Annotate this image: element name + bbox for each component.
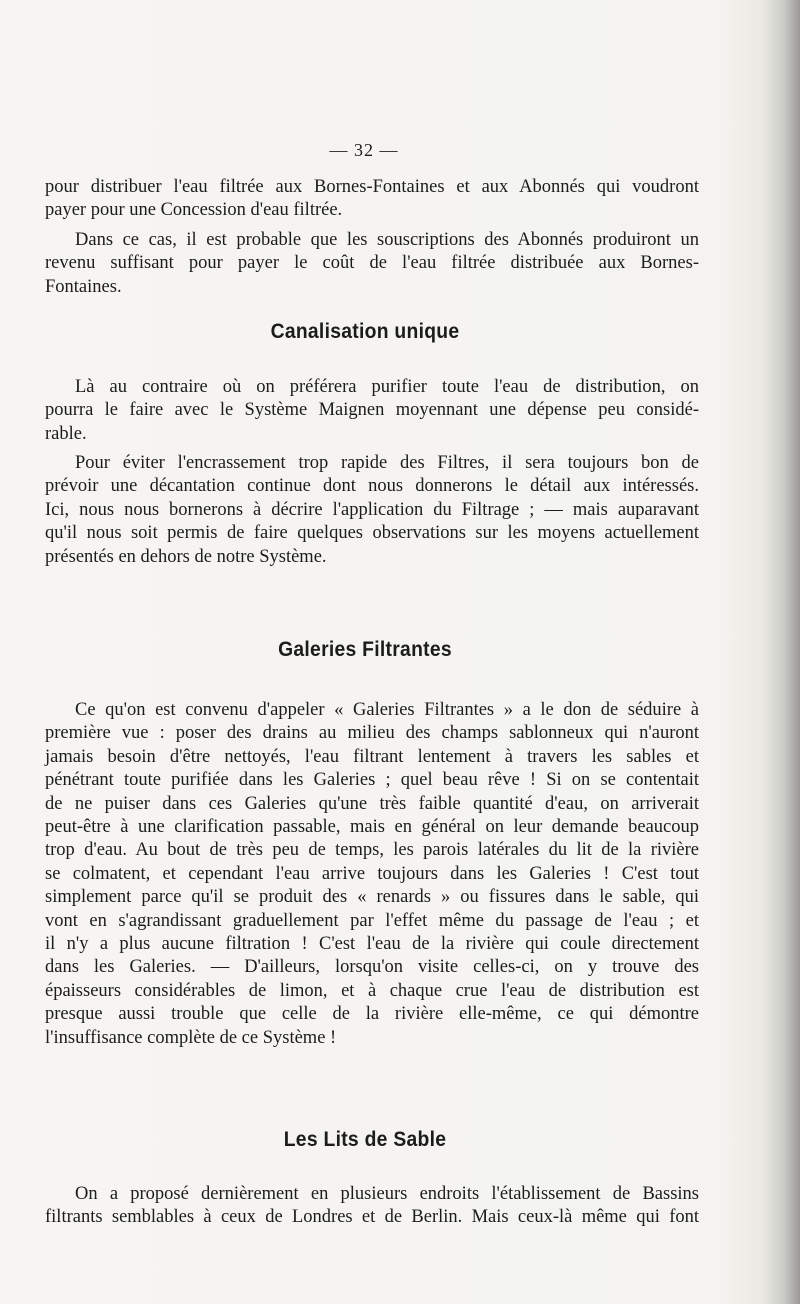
section-heading-lits-de-sable: Les Lits de Sable — [283, 1128, 447, 1151]
section2-paragraph-1 — [45, 699, 699, 1050]
text-line: filtrants semblables à ceux de Londres et de Berlin. Mais ceux-là même qui font — [45, 1207, 699, 1228]
text-line: presque aussi trouble que celle de la rivière elle-même, ce qui démontre — [45, 1004, 699, 1025]
text-line: Dans ce cas, il est probable que les souscriptions des Abonnés produiront un — [75, 230, 699, 250]
text-line: peut-être à une clarification passable, mais en général on leur demande beaucoup — [45, 817, 699, 838]
text-line: payer pour une Concession d'eau filtrée. — [45, 200, 343, 221]
text-line: épaisseurs considérables de limon, et à chaque crue l'eau de distribution est — [45, 980, 699, 1001]
text-line: vont en s'agrandissant graduellement par l'effet même du passage de l'eau ; et — [45, 910, 699, 931]
text-line: revenu suffisant pour payer le coût de l'eau filtrée distribuée aux Bornes- — [45, 253, 699, 274]
text-line: Ici, nous nous bornerons à décrire l'application du Filtrage ; — mais auparavant — [45, 499, 699, 520]
section-heading-galeries: Galeries Filtrantes — [278, 638, 452, 661]
intro-paragraph-1 — [45, 176, 699, 223]
section3-paragraph-1 — [45, 1183, 699, 1230]
text-line: jamais besoin d'être nettoyés, l'eau filtrant lentement à travers les sables et — [45, 746, 699, 767]
page-edge-shadow — [760, 0, 800, 1304]
section-heading-canalisation: Canalisation unique — [270, 320, 460, 343]
text-line: simplement parce qu'il se produit des « renards » ou fissures dans le sable, qui — [45, 887, 699, 908]
text-line: Pour éviter l'encrassement trop rapide des Filtres, il sera toujours bon de — [75, 453, 699, 473]
text-line: Là au contraire où on préférera purifier toute l'eau de distribution, on — [75, 377, 699, 397]
intro-paragraph-2 — [45, 229, 699, 299]
text-line: l'insuffisance complète de ce Système ! — [45, 1027, 337, 1048]
text-line: il n'y a plus aucune filtration ! C'est l'eau de la rivière qui coule directement — [45, 934, 699, 955]
text-line: pourra le faire avec le Système Maignen moyennant une dépense peu considé- — [45, 400, 699, 421]
text-line: On a proposé dernièrement en plusieurs endroits l'établissement de Bassins — [75, 1184, 699, 1204]
text-line: présentés en dehors de notre Système. — [45, 546, 327, 567]
text-line: rable. — [45, 423, 87, 444]
text-line: première vue : poser des drains au milieu des champs sablonneux qui n'auront — [45, 723, 699, 744]
page-number: — 32 — — [329, 140, 399, 160]
text-line: qu'il nous soit permis de faire quelques observations sur les moyens actuellement — [45, 523, 699, 544]
section1-paragraph-1 — [45, 376, 699, 446]
text-line: pour distribuer l'eau filtrée aux Bornes-Fontaines et aux Abonnés qui voudront — [45, 177, 699, 197]
text-line: Ce qu'on est convenu d'appeler « Galeries Filtrantes » a le don de séduire à — [75, 700, 699, 720]
text-line: trop d'eau. Au bout de très peu de temps, les parois latérales du lit de la rivière — [45, 840, 699, 861]
text-line: de ne puiser dans ces Galeries qu'une très faible quantité d'eau, on arriverait — [45, 793, 699, 814]
text-line: prévoir une décantation continue dont nous donnerons le détail aux intéressés. — [45, 476, 699, 497]
text-line: se colmatent, et cependant l'eau arrive toujours dans les Galeries ! C'est tout — [45, 863, 699, 884]
text-line: dans les Galeries. — D'ailleurs, lorsqu'on visite celles-ci, on y trouve des — [45, 957, 699, 978]
text-line: Fontaines. — [45, 276, 122, 297]
section1-paragraph-2 — [45, 452, 699, 569]
text-line: pénétrant toute purifiée dans les Galeries ; quel beau rêve ! Si on se contentait — [45, 770, 699, 791]
